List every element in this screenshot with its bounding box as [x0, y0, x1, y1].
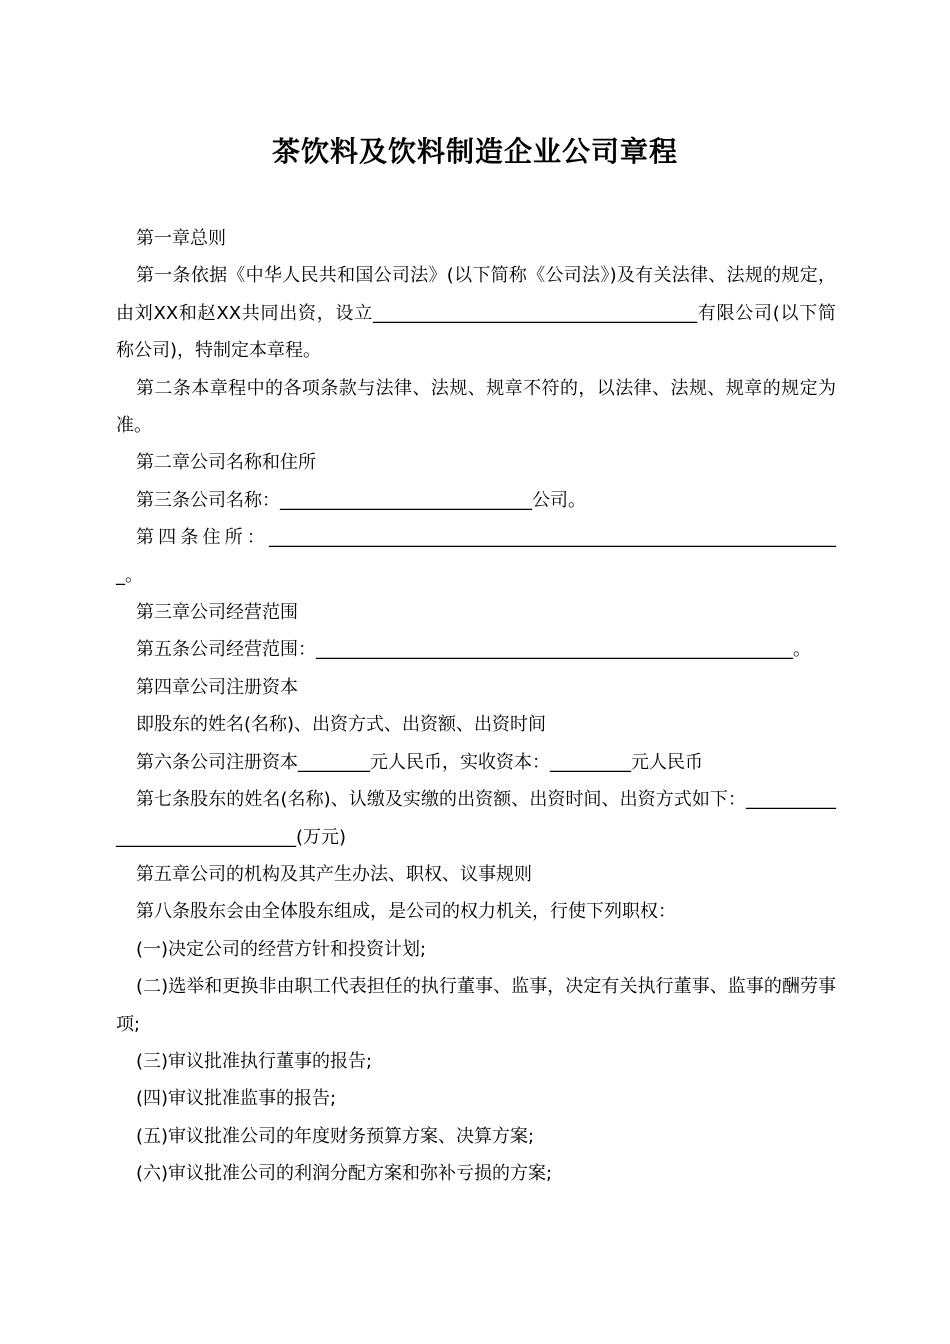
article-3: 第三条公司名称：____________________________公司。: [136, 489, 586, 511]
chapter-3-heading: 第三章公司经营范围: [136, 602, 298, 624]
article-8-item-5: (五)审议批准公司的年度财务预算方案、决算方案;: [136, 1125, 535, 1147]
article-8-item-2: (二)选举和更换非由职工代表担任的执行董事、监事，决定有关执行董事、监事的酬劳事项;: [116, 976, 836, 1035]
document-title: 茶饮料及饮料制造企业公司章程: [271, 135, 678, 168]
article-4: 第四条住所：________________________________________________________________。: [116, 527, 836, 586]
article-7: 第七条股东的姓名(名称)、认缴及实缴的出资额、出资时间、出资方式如下：______________________________(万元): [116, 789, 836, 848]
article-5: 第五条公司经营范围：_____________________________________________________。: [136, 639, 811, 661]
document-body: [116, 220, 836, 1193]
article-1: 第一条依据《中华人民共和国公司法》(以下简称《公司法》)及有关法律、法规的规定，由刘XX和赵XX共同出资，设立____________________________________有限公司(以下简称公司)，特制定本章程。: [116, 265, 836, 362]
article-2: 第二条本章程中的各项条款与法律、法规、规章不符的，以法律、法规、规章的规定为准。: [116, 377, 836, 437]
chapter-1-heading: 第一章总则: [136, 228, 226, 249]
chapter-5-heading: 第五章公司的机构及其产生办法、职权、议事规则: [136, 863, 532, 885]
article-6: 第六条公司注册资本________元人民币，实收资本：_________元人民币: [136, 751, 703, 773]
article-8-item-6: (六)审议批准公司的利润分配方案和弥补亏损的方案;: [136, 1163, 553, 1185]
chapter-4-heading: 第四章公司注册资本: [136, 676, 298, 698]
article-8-item-4: (四)审议批准监事的报告;: [136, 1088, 337, 1110]
chapter-2-heading: 第二章公司名称和住所: [136, 452, 316, 474]
article-8: 第八条股东会由全体股东组成，是公司的权力机关，行使下列职权：: [136, 901, 676, 923]
article-8-item-3: (三)审议批准执行董事的报告;: [136, 1050, 373, 1072]
article-8-item-1: (一)决定公司的经营方针和投资计划;: [136, 938, 427, 960]
chapter-4-note: 即股东的姓名(名称)、出资方式、出资额、出资时间: [136, 714, 547, 736]
